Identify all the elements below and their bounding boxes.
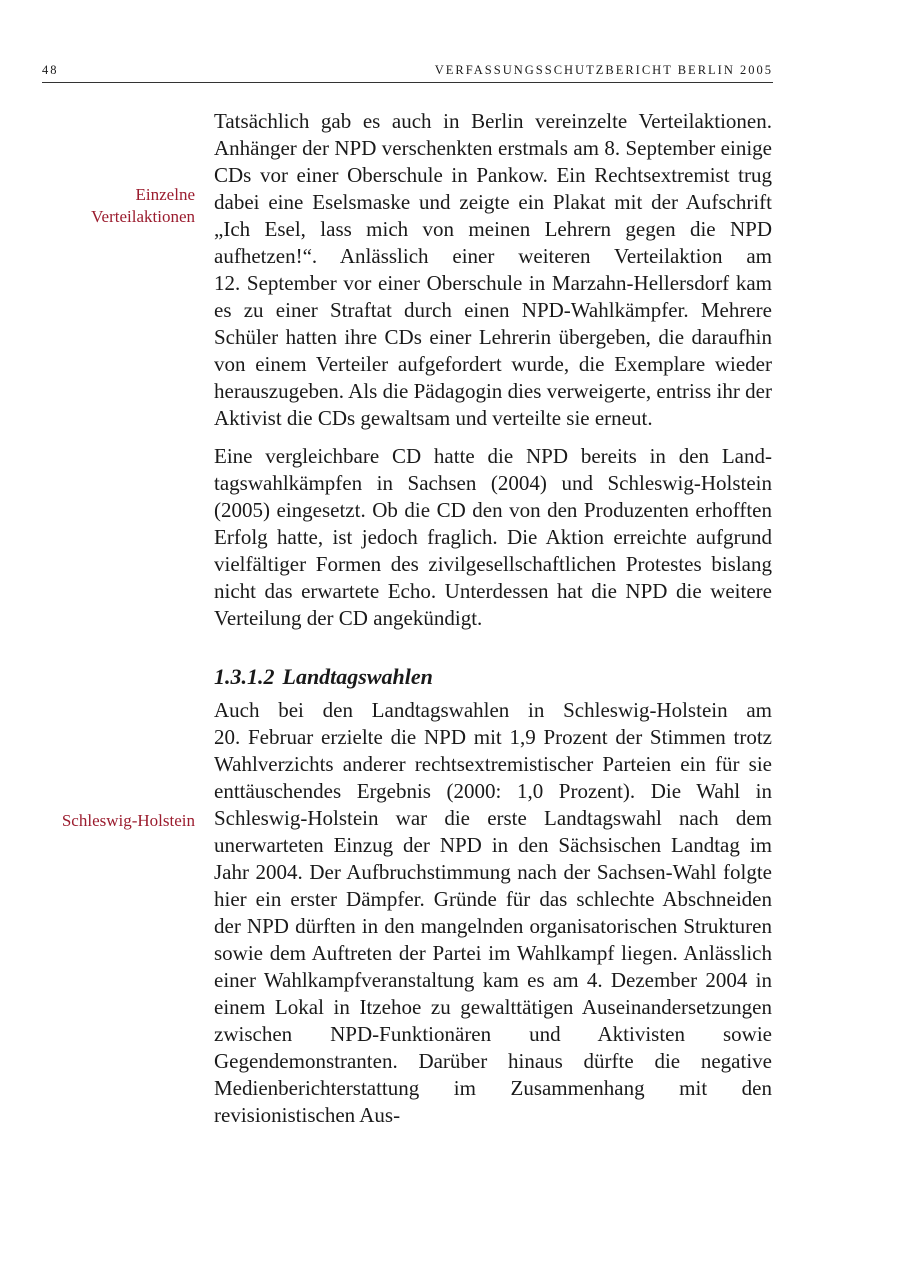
main-text-column — [214, 108, 772, 1129]
body-paragraph: Auch bei den Landtagswahlen in Schleswig-Holstein am 20. Februar erzielte die NPD mit 1,9 Prozent der Stimmen trotz Wahlverzichts anderer rechtsextremistischer Parteien ein für sie enttäuschendes Ergebnis (2000: 1,0 Prozent). Die Wahl in Schleswig-Holstein war die erste Landtagswahl nach dem unerwarteten Einzug der NPD in den Sächsischen Landtag im Jahr 2004. Der Aufbruchstimmung nach der Sachsen-Wahl folgte hier ein erster Dämpfer. Gründe für das schlechte Abschneiden der NPD dürften in den mangelnden organisatorischen Strukturen sowie dem Auftreten der Partei im Wahlkampf liegen. Anlässlich einer Wahlkampfveranstaltung kam es am 4. Dezember 2004 in einem Lokal in Itzehoe zu gewalttätigen Auseinandersetzungen zwischen NPD-Funktionären und Aktivisten sowie Gegendemonstranten. Darüber hinaus dürfte die negative Medienberichterstattung im Zusammenhang mit den revisionistischen Aus- — [214, 698, 772, 1127]
body-paragraph: Tatsächlich gab es auch in Berlin vereinzelte Verteilaktionen. Anhänger der NPD verschenkten erstmals am 8. September einige CDs vor einer Oberschule in Pankow. Ein Rechtsextremist trug dabei eine Eselsmaske und zeigte ein Plakat mit der Aufschrift „Ich Esel, lass mich von meinen Lehrern gegen die NPD aufhetzen!“. Anlässlich einer weiteren Verteilaktion am 12. September vor einer Oberschule in Marzahn-Hellersdorf kam es zu einer Straftat durch einen NPD-Wahlkämpfer. Mehrere Schüler hatten ihre CDs einer Lehrerin übergeben, die daraufhin von einem Verteiler aufgefordert wurde, die Exemplare wieder herauszugeben. Als die Pädagogin dies verweigerte, entriss ihr der Aktivist die CDs gewaltsam und verteilte sie erneut. — [214, 109, 772, 430]
running-header — [42, 62, 773, 83]
margin-note-verteilaktionen — [15, 184, 195, 228]
section-heading — [214, 663, 772, 691]
margin-note-line: Schleswig-Holstein — [61, 811, 195, 830]
body-paragraph: Eine vergleichbare CD hatte die NPD bereits in den Landtagswahlkämpfen in Sachsen (2004) und Schleswig-Holstein (2005) eingesetzt. Ob die CD den von den Produzenten erhofften Erfolg hatte, ist jedoch fraglich. Die Aktion erreichte aufgrund vielfältiger Formen des zivilgesellschaftlichen Protestes bislang nicht das erwartete Echo. Unterdessen hat die NPD die weitere Verteilung der CD angekündigt. — [214, 444, 772, 630]
section-number: 1.3.1.2 — [214, 664, 275, 689]
margin-note-line: Verteilaktionen — [91, 207, 195, 226]
running-title: VERFASSUNGSSCHUTZBERICHT BERLIN 2005 — [434, 63, 773, 77]
margin-note-line: Einzelne — [135, 185, 195, 204]
section-title: Landtagswahlen — [282, 664, 433, 689]
page-number: 48 — [42, 63, 59, 77]
margin-note-schleswig-holstein — [15, 810, 195, 832]
